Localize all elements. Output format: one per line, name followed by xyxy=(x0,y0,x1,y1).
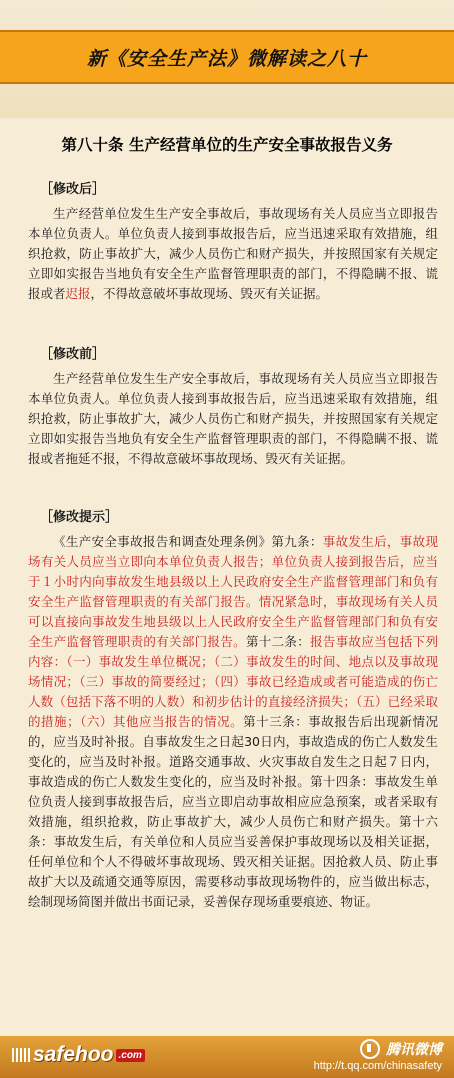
logo-main-text: safehoo xyxy=(33,1043,114,1066)
section-tips xyxy=(28,508,438,912)
tips-text-part: 《生产安全事故报告和调查处理条例》第九条： xyxy=(53,534,323,549)
tips-highlight: 事故发生后，事故现场有关人员应当立即向本单位负责人报告；单位负责人接到报告后，应当于１小时内向事故发生地县级以上人民政府安全生产监督管理部门和负有安全生产监督管理职责的有关部门报告。情况紧急时，事故现场有关人员可以直接向事故发生地县级以上人民政府安全生产监督管理部门和负有安全生产监督管理职责的有关部门报告。 xyxy=(28,534,438,649)
section-after xyxy=(28,180,438,304)
footer-bar xyxy=(0,1036,454,1078)
weibo-url-link[interactable]: http://t.qq.com/chinasafety xyxy=(313,1060,442,1072)
tips-text-part: 第十三条：事故报告后出现新情况的，应当及时补报。自事故发生之日起30日内，事故造成的伤亡人数发生变化的，应当及时补报。道路交通事故、火灾事故自发生之日起７日内，事故造成的伤亡人数发生变化的，应当及时补报。第十四条：事故发生单位负责人接到事故报告后，应当立即启动事故相应应急预案，或者采取有效措施，组织抢救，防止事故扩大，减少人员伤亡和财产损失。第十六条：事故发生后，有关单位和人员应当妥善保护事故现场以及相关证据，任何单位和个人不得破坏事故现场、毁灭相关证据。因抢救人员、防止事故扩大以及疏通交通等原因，需要移动事故现场物件的，应当做出标志，绘制现场简图并做出书面记录，妥善保存现场重要痕迹、物证。 xyxy=(28,714,438,909)
banner-stripe xyxy=(0,30,454,84)
section-heading-before: ［修改前］ xyxy=(40,347,106,362)
weibo-block[interactable] xyxy=(314,1039,442,1072)
logo-stripes-icon xyxy=(12,1048,30,1062)
banner-title: 新《安全生产法》微解读之八十 xyxy=(86,47,367,70)
weibo-brand-label: 腾讯微博 xyxy=(386,1042,442,1058)
logo-sub-text: .com xyxy=(116,1049,145,1062)
section-text-tips xyxy=(28,532,438,912)
section-text-before: 生产经营单位发生生产安全事故后，事故现场有关人员应当立即报告本单位负责人。单位负责人接到事故报告后，应当迅速采取有效措施，组织抢救，防止事故扩大，减少人员伤亡和财产损失，并按照国家有关规定立即如实报告当地负有安全生产监督管理职责的部门，不得隐瞒不报、谎报或者拖延不报，不得故意破坏事故现场、毁灭有关证据。 xyxy=(28,371,438,466)
after-text-part: ，不得故意破坏事故现场、毁灭有关证据。 xyxy=(90,286,329,301)
header-banner xyxy=(0,0,454,118)
section-text-after xyxy=(28,204,438,304)
section-heading-tips: ［修改提示］ xyxy=(40,510,119,525)
tips-text-part: 第十二条： xyxy=(245,634,311,649)
tips-highlight: 报告事故应当包括下列内容：（一）事故发生单位概况；（二）事故发生的时间、地点以及事故现场情况；（三）事故的简要经过；（四）事故已经造成或者可能造成的伤亡人数（包括下落不明的人数）和初步估计的直接经济损失；（五）已经采取的措施；（六）其他应当报告的情况。 xyxy=(28,634,438,729)
section-before xyxy=(28,345,438,469)
after-highlight: 迟报 xyxy=(65,286,91,301)
safehoo-logo[interactable] xyxy=(12,1044,145,1066)
article-title: 第八十条 生产经营单位的生产安全事故报告义务 xyxy=(61,136,393,154)
weibo-brand xyxy=(314,1039,442,1059)
section-heading-after: ［修改后］ xyxy=(40,182,106,197)
weibo-icon xyxy=(360,1039,380,1059)
after-text-part: 生产经营单位发生生产安全事故后，事故现场有关人员应当立即报告本单位负责人。单位负责人接到事故报告后，应当迅速采取有效措施，组织抢救，防止事故扩大，减少人员伤亡和财产损失，并按照国家有关规定立即如实报告当地负有安全生产监督管理职责的部门，不得隐瞒不报、谎报或者 xyxy=(28,206,438,301)
